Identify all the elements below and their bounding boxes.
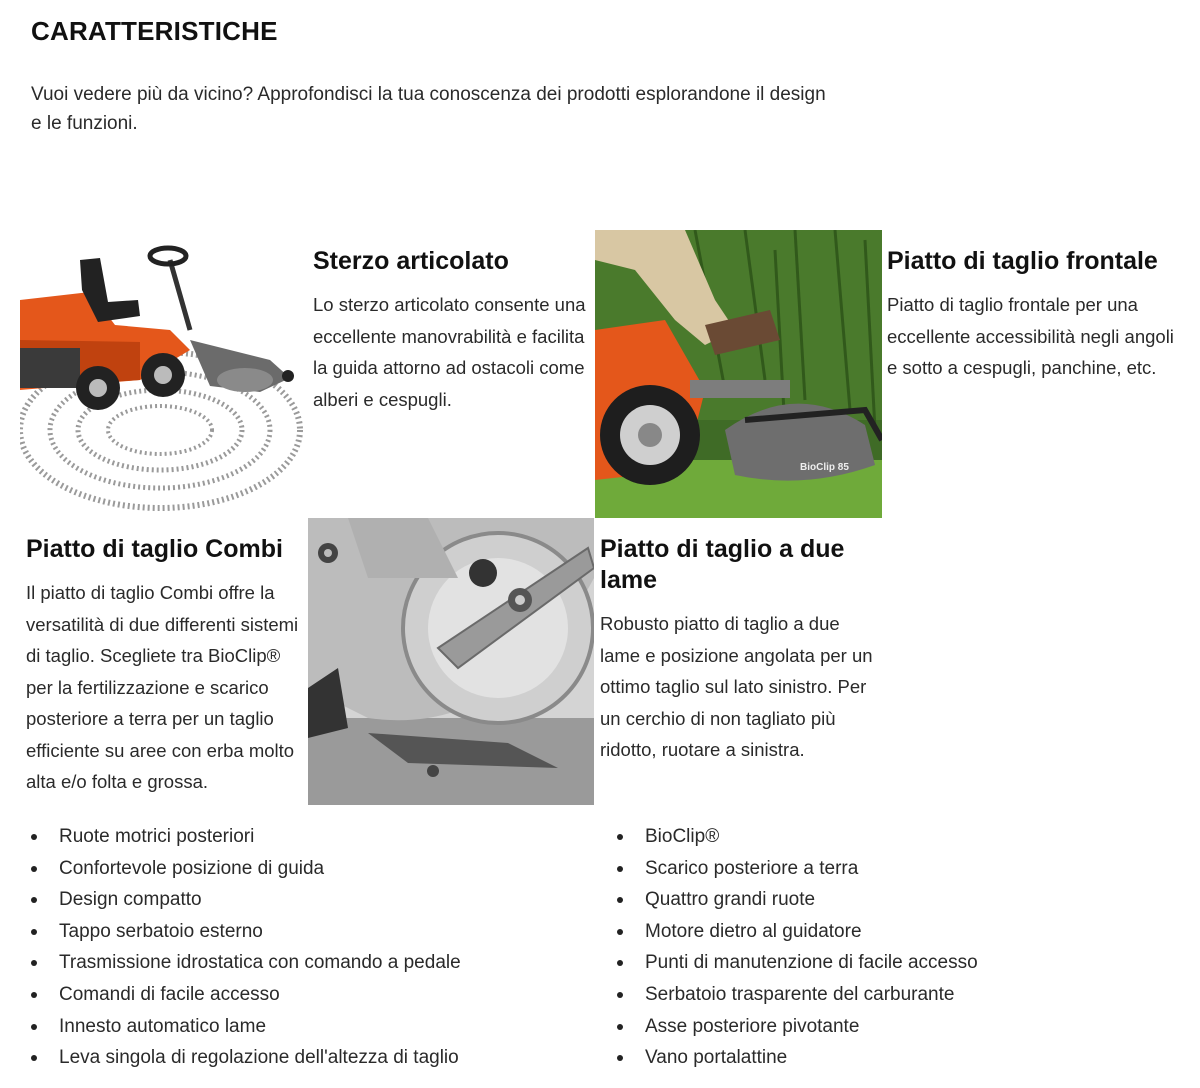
list-item: Comandi di facile accesso [31, 979, 461, 1011]
feature-front-deck [887, 246, 1177, 384]
list-item: Asse posteriore pivotante [617, 1011, 978, 1043]
list-item: Punti di manutenzione di facile accesso [617, 947, 978, 979]
list-item: Leva singola di regolazione dell'altezza di taglio [31, 1042, 461, 1074]
feature-text: Il piatto di taglio Combi offre la versatilità di due differenti sistemi di taglio. Scegliete tra BioClip® per la fertilizzazione e scarico posteriore a terra per un taglio efficiente su aree con erba molto alta e/o folta e grossa. [26, 582, 299, 792]
feature-title: Piatto di taglio a due lame [600, 535, 845, 594]
list-item: Tappo serbatoio esterno [31, 916, 461, 948]
feature-text: Lo sterzo articolato consente una eccellente manovrabilità e facilita la guida attorno ad ostacoli come alberi e cespugli. [313, 294, 586, 410]
feature-title: Piatto di taglio frontale [887, 247, 1158, 275]
feature-text: Piatto di taglio frontale per una eccellente accessibilità negli angoli e sotto a cespugli, panchine, etc. [887, 294, 1174, 378]
feature-title: Sterzo articolato [313, 247, 509, 275]
list-item: Serbatoio trasparente del carburante [617, 979, 978, 1011]
list-item: Ruote motrici posteriori [31, 821, 461, 853]
page-intro: Vuoi vedere più da vicino? Approfondisci la tua conoscenza dei prodotti esplorandone il design e le funzioni. [31, 84, 826, 134]
list-item: Quattro grandi ruote [617, 884, 978, 916]
list-item: Scarico posteriore a terra [617, 853, 978, 885]
combi-deck-underside-image [308, 518, 594, 805]
list-item: BioClip® [617, 821, 978, 853]
feature-two-blade-deck [600, 534, 880, 766]
list-item: Trasmissione idrostatica con comando a pedale [31, 947, 461, 979]
rider-mower-steering-image [20, 230, 308, 518]
list-item: Vano portalattine [617, 1042, 978, 1074]
feature-title: Piatto di taglio Combi [26, 535, 283, 563]
feature-combi-deck [26, 534, 308, 798]
page-title: CARATTERISTICHE [31, 16, 278, 46]
list-item: Design compatto [31, 884, 461, 916]
list-item: Motore dietro al guidatore [617, 916, 978, 948]
deck-label: BioClip 85 [800, 462, 849, 473]
feature-text: Robusto piatto di taglio a due lame e posizione angolata per un ottimo taglio sul lato sinistro. Per un cerchio di non tagliato più ridotto, ruotare a sinistra. [600, 613, 873, 760]
feature-list-right [617, 821, 978, 1074]
feature-articulated-steering [313, 246, 598, 415]
feature-list-left [31, 821, 461, 1074]
front-deck-grass-image [595, 230, 882, 518]
list-item: Innesto automatico lame [31, 1011, 461, 1043]
list-item: Confortevole posizione di guida [31, 853, 461, 885]
